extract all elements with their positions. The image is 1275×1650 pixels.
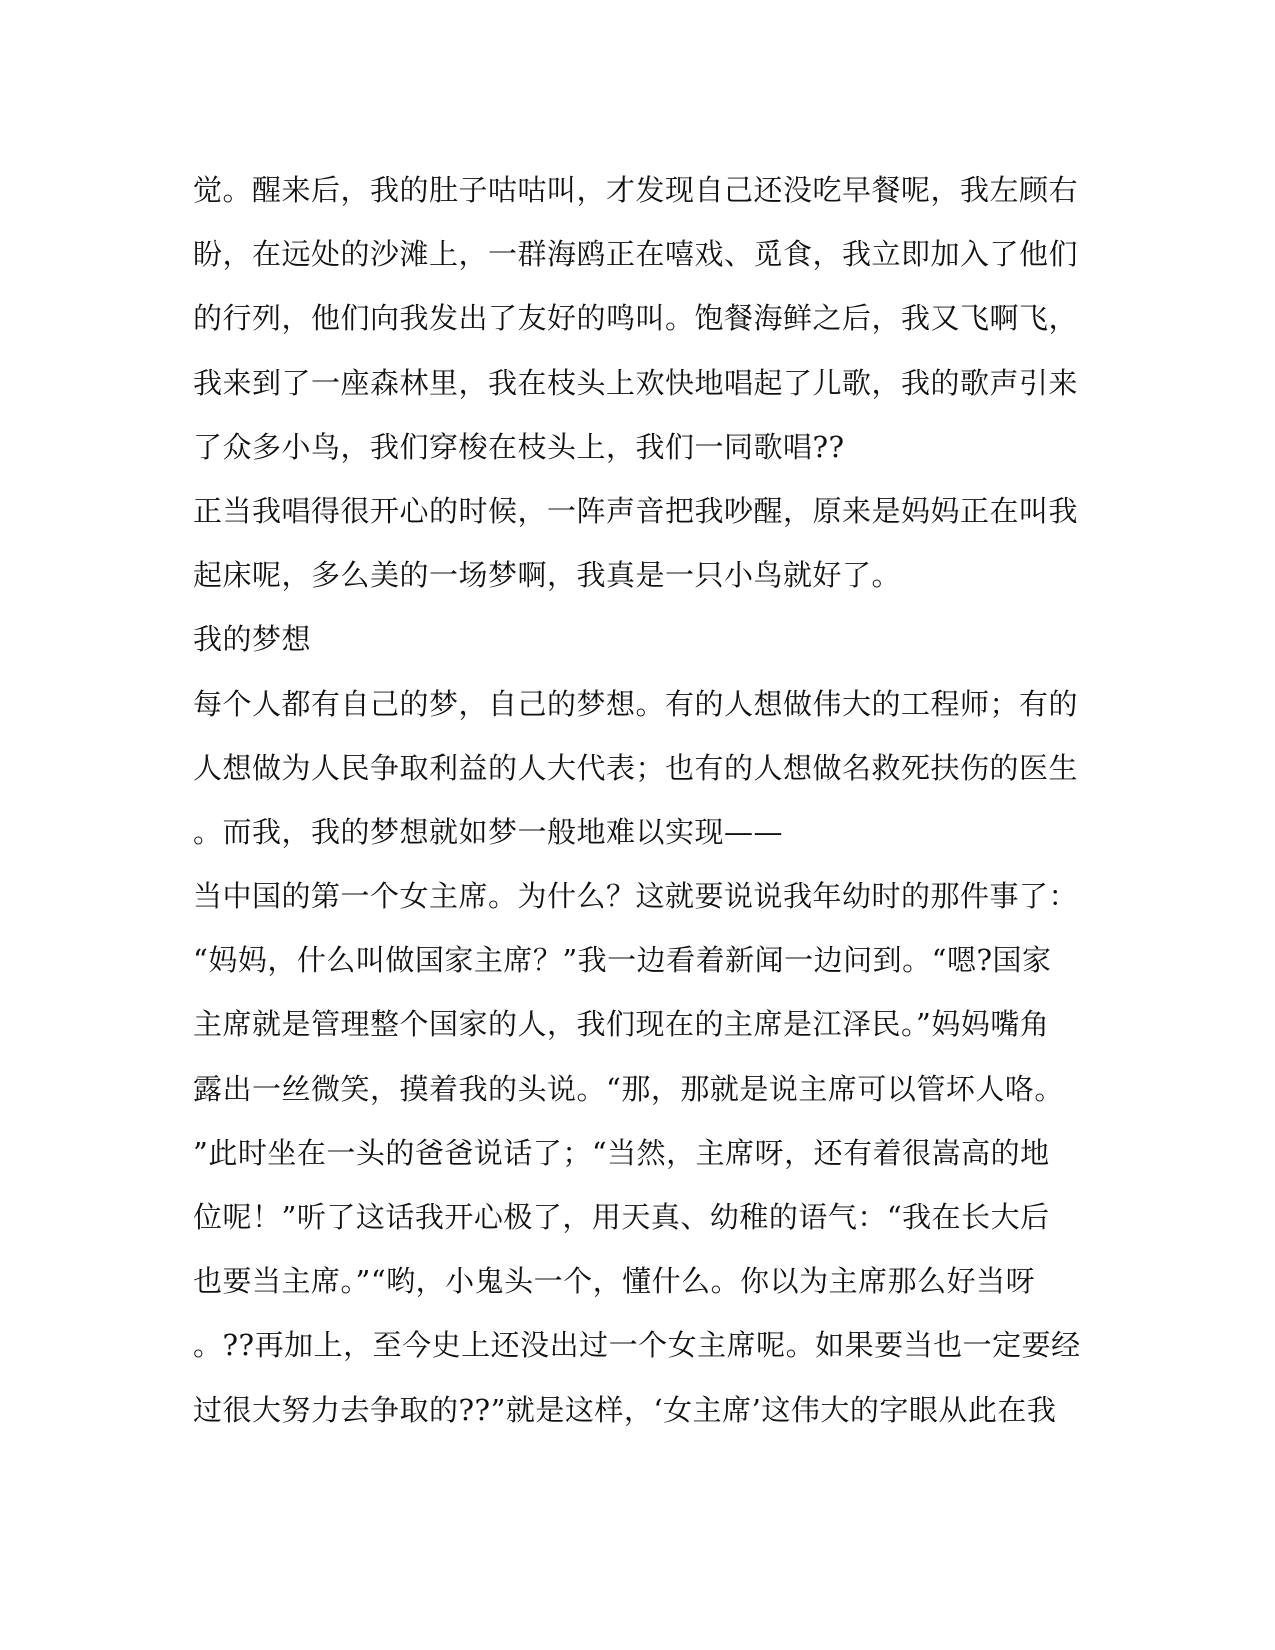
text-line: 了众多小鸟，我们穿梭在枝头上，我们一同歌唱??	[193, 429, 845, 464]
text-line: 人想做为人民争取利益的人大代表；也有的人想做名救死扶伤的医生	[193, 750, 1079, 785]
text-line: 的行列，他们向我发出了友好的鸣叫。饱餐海鲜之后，我又飞啊飞，	[193, 301, 1079, 336]
text-line: 正当我唱得很开心的时候，一阵声音把我吵醒，原来是妈妈正在叫我	[193, 493, 1079, 528]
section-heading: 我的梦想	[193, 622, 312, 657]
text-line: 。而我，我的梦想就如梦一般地难以实现——	[193, 814, 784, 849]
text-line: 主席就是管理整个国家的人，我们现在的主席是江泽民。”妈妈嘴角	[193, 1007, 1050, 1042]
text-line: 盼，在远处的沙滩上，一群海鸥正在嘻戏、觅食，我立即加入了他们	[193, 237, 1079, 272]
text-line: 。??再加上，至今史上还没出过一个女主席呢。如果要当也一定要经	[193, 1328, 1081, 1363]
text-line: ”此时坐在一头的爸爸说话了；“当然，主席呀，还有着很嵩高的地	[193, 1135, 1050, 1170]
text-line: 每个人都有自己的梦，自己的梦想。有的人想做伟大的工程师；有的	[193, 686, 1079, 721]
text-line: “妈妈，什么叫做国家主席？”我一边看着新闻一边问到。“嗯?国家	[193, 943, 1052, 978]
document-text-body	[193, 165, 1093, 1449]
text-line: 我来到了一座森林里，我在枝头上欢快地唱起了儿歌，我的歌声引来	[193, 365, 1079, 400]
text-line: 觉。醒来后，我的肚子咕咕叫，才发现自己还没吃早餐呢，我左顾右	[193, 173, 1079, 207]
text-line: 位呢！”听了这话我开心极了，用天真、幼稚的语气：“我在长大后	[193, 1200, 1050, 1234]
text-line: 当中国的第一个女主席。为什么？这就要说说我年幼时的那件事了：	[193, 879, 1079, 914]
text-line: 也要当主席。”“哟，小鬼头一个，懂什么。你以为主席那么好当呀	[193, 1264, 1036, 1299]
text-line: 起床呢，多么美的一场梦啊，我真是一只小鸟就好了。	[193, 558, 902, 593]
text-line: 露出一丝微笑，摸着我的头说。“那，那就是说主席可以管坏人咯。	[193, 1071, 1064, 1106]
text-line: 过很大努力去争取的??”就是这样，‘女主席’这伟大的字眼从此在我	[193, 1392, 1057, 1427]
